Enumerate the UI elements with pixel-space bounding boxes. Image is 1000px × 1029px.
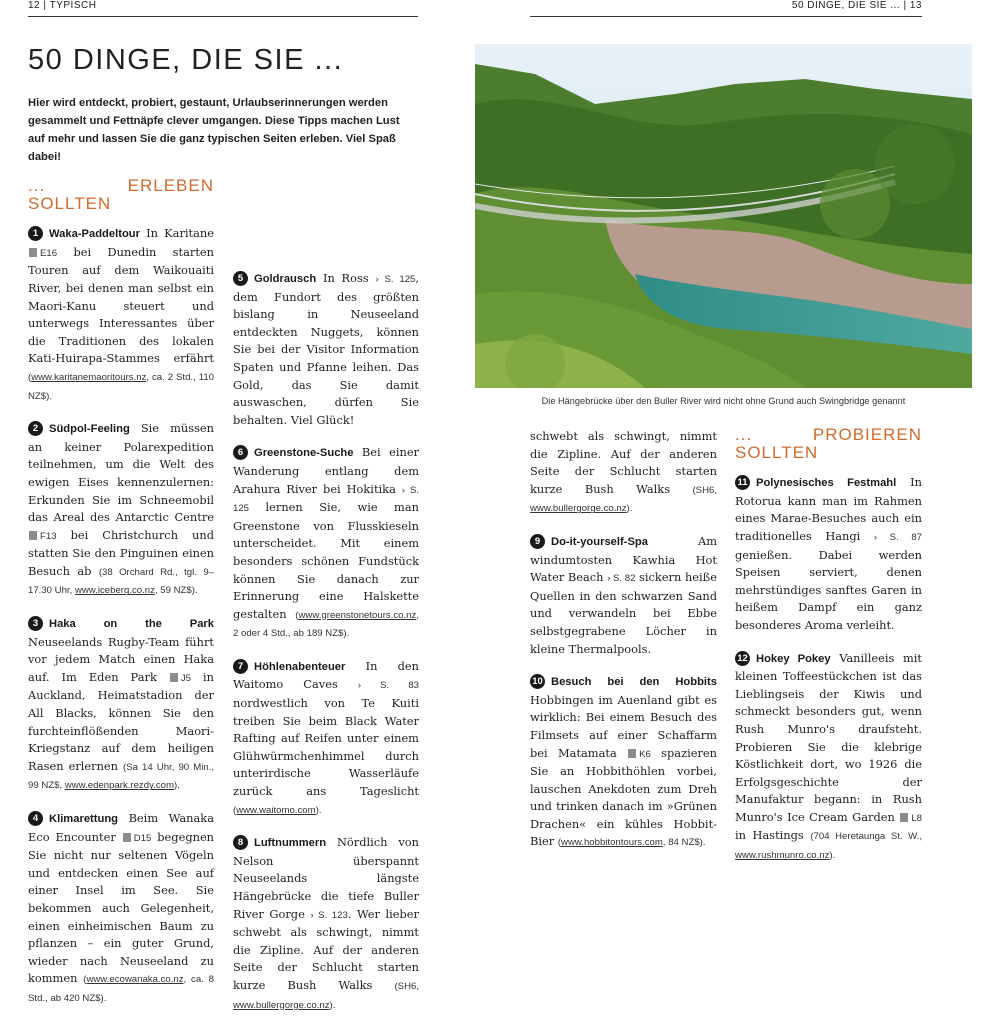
swingbridge-photo xyxy=(475,44,972,388)
item-text: genießen. Dabei werden Speisen serviert, denen mehrstündiges sanftes Garen in heißem Dampf ein ganz besonderes Aroma verleiht. xyxy=(735,547,922,632)
item-text: , dem Fundort des größten bislang in Neuseeland entdeckten Nuggets, können Sie bei der Visitor Information Spaten und Pfanne leihen. Das Gold, das Sie damit auswaschen, dürfen Sie behalten. Viel Glück! xyxy=(233,271,419,427)
item-text: In Rotorua kann man im Rahmen eines Marae-Besuches auch ein traditionelles Hangi xyxy=(735,475,922,543)
item-title: Greenstone-Suche xyxy=(254,447,354,460)
item-text: Beim Wanaka Eco Encounter xyxy=(28,811,214,844)
column-3 xyxy=(530,428,717,867)
item-number-badge: 2 xyxy=(28,421,43,436)
item-text: bei Christchurch und statten Sie den Pinguinen einen Besuch ab xyxy=(28,527,214,578)
column-2 xyxy=(233,270,419,1029)
item-info: ). xyxy=(626,503,633,515)
list-item xyxy=(233,834,419,1014)
item-number-badge: 8 xyxy=(233,835,248,850)
item-link[interactable]: www.bullergorge.co.nz xyxy=(233,999,330,1011)
item-number-badge: 1 xyxy=(28,226,43,241)
map-icon xyxy=(900,813,908,822)
item-number-badge: 4 xyxy=(28,811,43,826)
item-link[interactable]: www.iceberg.co.nz xyxy=(74,585,155,597)
item-title: Höhlenabenteuer xyxy=(254,660,346,673)
item-text: Vanilleeis mit kleinen Toffeestückchen ist das Lieblingseis der Kiwis und schmeckt besonders gut, wenn Rush Munro's draufsteht. Probieren Sie die klebrige Köstlichkeit dort, wo 1926 die Erfolgsgeschichte der Manufaktur begann: in Rush Munro's Ice Cream Garden xyxy=(735,650,922,824)
page-reference: › S. 83 xyxy=(357,680,419,692)
photo-caption: Die Hängebrücke über den Buller River wird nicht ohne Grund auch Swingbridge genannt xyxy=(541,396,906,406)
section-heading-probieren: ... PROBIEREN SOLLTEN xyxy=(735,425,922,462)
item-title: Haka on the Park xyxy=(49,618,214,631)
list-item: 6 Greenstone-Suche Bei einer Wanderung entlang dem Arahura River bei Hokitika › S. 125 lernen Sie, wie man Greenstone von Flusskieseln unterscheidet. Mit einem besonders schönen Fundstück können Sie danach zur Erinnerung eine Halskette gestalten (www.greenstonetours.co.nz, 2 oder 4 Std., ab 189 NZ$). xyxy=(233,445,420,640)
item-link[interactable]: www.karitanemaoritours.nz xyxy=(31,371,147,383)
item-text: sickern heiße Quellen in den schwarzen Sand und verwandeln bei Ebbe selbstgegrabene Löcher in kleine Thermalpools. xyxy=(530,570,718,656)
item-title: Do-it-yourself-Spa xyxy=(551,535,648,548)
list-item xyxy=(233,270,419,429)
page-title: 50 DINGE, DIE SIE ... xyxy=(28,44,344,76)
page-reference: › S. 125 xyxy=(375,274,416,285)
item-text: begegnen Sie nicht nur seltenen Vögeln und entdecken einen See auf einer Insel im See. Sie bekommen auch Gelegenheit, einen einheimischen Baum zu pflanzen – ein guter Grund, wieder nach Neuseeland zu kommen xyxy=(28,829,215,986)
item-text: In Karitane xyxy=(146,226,215,241)
map-reference: F13 xyxy=(40,530,57,542)
map-reference: K6 xyxy=(639,748,651,760)
item-text: in Auckland, Heimatstadion der All Blacks, können Sie den furchteinflößenden Maori-Kriegstanz auf dem heiligen Rasen erlernen xyxy=(28,669,215,773)
item-info: (SH6, xyxy=(692,484,717,496)
item-number-badge: 10 xyxy=(530,674,545,689)
item-info: (704 Heretaunga St. W., xyxy=(810,831,922,843)
page-reference: › S. 87 xyxy=(873,531,922,543)
item-text: nordwestlich von Te Kuiti treiben Sie beim Black Water Rafting auf Reifen unter einem Glühwürmchenhimmel durch unterirdische Wasserläufe zurück ans Tageslicht xyxy=(233,696,419,799)
list-item xyxy=(28,615,214,795)
section-heading-erleben: ... ERLEBEN SOLLTEN xyxy=(28,176,214,213)
item-link[interactable]: www.edenpark.rezdy.com xyxy=(64,780,174,792)
item-text: Nördlich von Nelson überspannt Neuseelands längste Hängebrücke die tiefe Buller River Gorge xyxy=(233,835,419,921)
item-text: Bei einer Wanderung entlang dem Arahura River bei Hokitika xyxy=(233,445,420,496)
map-icon xyxy=(29,531,37,540)
item-info: 59 NZ$). xyxy=(160,585,198,597)
list-item: 1 Waka-Paddeltour In Karitane E16 bei Dunedin starten Touren auf dem Waikouaiti River, bei denen man selbst ein Maori-Kanu steuert und unterwegs Interessantes über die Traditionen des lokalen Kati-Huirapa-Stammes erfährt (www.karitanemaoritours.nz, ca. 2 Std., 110 NZ$). xyxy=(28,226,215,402)
item-link[interactable]: www.ecowanaka.co.nz xyxy=(86,974,184,986)
item-number-badge: 12 xyxy=(735,651,750,666)
item-link[interactable]: www.waitomo.com xyxy=(236,804,316,816)
map-icon xyxy=(29,248,37,257)
list-item: 10 Besuch bei den Hobbits Hobbingen im Auenland gibt es wirklich: Bei einem Besuch des Filmsets auf einer Schaffarm bei Matamata K6 spazieren Sie an Hobbithöhlen vorbei, lauschen Anekdoten zum Dreh und trinken danach im »Grünen Drachen« ein kühles Hobbit-Bier (www.hobbitontours.com, 84 NZ$). xyxy=(530,676,717,849)
list-item-continued xyxy=(530,428,717,518)
item-number-badge: 5 xyxy=(233,271,248,286)
item-link[interactable]: www.bullergorge.co.nz xyxy=(530,503,627,515)
item-title: Besuch bei den Hobbits xyxy=(551,676,717,689)
item-text: Sie müssen an keiner Polarexpedition teilnehmen, um die Welt des ewigen Eises kennenzulernen: Erkunden Sie im Schneemobil das Areal des Antarctic Centre xyxy=(28,421,215,525)
item-title: Waka-Paddeltour xyxy=(49,228,140,241)
map-reference: E16 xyxy=(40,247,58,259)
item-info: , 2 oder 4 Std., ab 189 NZ$). xyxy=(233,609,419,640)
item-title: Goldrausch xyxy=(254,273,317,285)
item-text: schwebt als schwingt, nimmt die Zipline. Auf der anderen Seite der Schlucht starten kurze Bush Walks xyxy=(530,429,717,496)
item-title: Polynesisches Festmahl xyxy=(756,477,897,490)
item-number-badge: 6 xyxy=(233,445,248,460)
map-icon xyxy=(123,833,131,842)
intro-text: Hier wird entdeckt, probiert, gestaunt, Urlaubserinnerungen werden gesammelt und Fettnäpfe clever umgangen. Diese Tipps machen Lust auf mehr und lassen Sie die ganz typischen Seiten erleben. Viel Spaß dabei! xyxy=(28,97,400,163)
item-text: spazieren Sie an Hobbithöhlen vorbei, lauschen Anekdoten zum Dreh und trinken danach im »Grünen Drachen« ein kühles Hobbit-Bier xyxy=(530,745,717,849)
item-title: Luftnummern xyxy=(254,837,327,850)
map-icon xyxy=(628,749,636,758)
item-text: In den Waitomo Caves xyxy=(233,658,419,692)
item-info: ). xyxy=(829,850,836,862)
item-link[interactable]: www.greenstonetours.co.nz xyxy=(298,609,417,621)
item-title: Südpol-Feeling xyxy=(49,423,130,436)
item-link[interactable]: www.rushmunro.co.nz xyxy=(735,850,830,862)
item-title: Klimarettung xyxy=(49,813,118,825)
item-text: in Hastings xyxy=(735,828,804,843)
item-info: ). xyxy=(329,999,336,1011)
item-number-badge: 7 xyxy=(233,659,248,674)
column-4 xyxy=(735,426,922,880)
item-text: bei Dunedin starten Touren auf dem Waikouaiti River, bei denen man selbst ein Maori-Kanu steuert und unterwegs Interessantes über die Traditionen des lokalen Kati-Huirapa-Stammes erfährt xyxy=(28,244,214,366)
map-reference: D15 xyxy=(133,832,152,844)
item-text: In Ross xyxy=(322,271,369,285)
list-item: 2 Südpol-Feeling Sie müssen an keiner Polarexpedition teilnehmen, um die Welt des ewigen Eises kennenzulernen: Erkunden Sie im Schneemobil das Areal des Antarctic Centre F13 bei Christchurch und statten Sie den Pinguinen einen Besuch ab (38 Orchard Rd., tgl. 9–17.30 Uhr, www.iceberg.co.nz, 59 NZ$). xyxy=(28,421,215,597)
item-info: (SH6, xyxy=(394,980,419,992)
item-info: ca. 2 Std., 110 NZ$). xyxy=(28,371,214,402)
page-header-left: 12 | TYPISCH xyxy=(28,0,418,17)
item-info: (Sa 14 Uhr, 90 Min., 99 NZ$, xyxy=(28,761,214,792)
map-icon xyxy=(170,673,178,682)
item-text: Neuseelands Rugby-Team führt vor jedem Match einen Haka auf. Im Eden Park xyxy=(28,634,214,684)
page-reference: › S. 125 xyxy=(233,484,420,515)
map-reference: J5 xyxy=(180,672,192,684)
page-header-right: 50 DINGE, DIE SIE ... | 13 xyxy=(530,0,922,17)
item-number-badge: 11 xyxy=(735,475,750,490)
item-number-badge: 9 xyxy=(530,534,545,549)
list-item xyxy=(530,533,717,658)
item-text: lernen Sie, wie man Greenstone von Flusskieseln unterscheidet. Mit einem besonders schönen Fundstück können Sie danach zur Erinnerung eine Halskette gestalten xyxy=(233,500,419,621)
list-item xyxy=(735,650,922,865)
landscape-illustration xyxy=(475,44,972,388)
column-1 xyxy=(28,177,214,1023)
item-info: ). xyxy=(173,780,180,792)
item-title: Hokey Pokey xyxy=(756,652,831,665)
item-info: , 84 NZ$). xyxy=(662,837,706,849)
page-reference: › S. 123 xyxy=(310,909,348,921)
item-text: Am windumtosten Kawhia Hot Water Beach xyxy=(530,533,717,585)
item-text: . Wer lieber schwebt als schwingt, nimmt die Zipline. Auf der anderen Seite der Schlucht starten kurze Bush Walks xyxy=(233,906,419,992)
list-item: 7 Höhlenabenteuer In den Waitomo Caves › S. 83 nordwestlich von Te Kuiti treiben Sie beim Black Water Rafting auf Reifen unter einem Glühwürmchenhimmel durch unterirdische Wasserläufe zurück ans Tageslicht (www.waitomo.com). xyxy=(233,658,419,816)
list-item: 4 Klimarettung Beim Wanaka Eco Encounter D15 begegnen Sie nicht nur seltenen Vögeln und entdecken einen See auf einer Insel im See. Sie bekommen auch Gelegenheit, einen einheimischen Baum zu pflanzen – ein guter Grund, wieder nach Neuseeland zu kommen (www.ecowanaka.co.nz, ca. 8 Std., ab 420 NZ$). xyxy=(28,811,215,1004)
page-reference: › S. 82 xyxy=(607,573,636,585)
item-link[interactable]: www.hobbitontours.com xyxy=(561,837,663,849)
list-item xyxy=(735,474,922,634)
item-info: , ca. 8 Std., ab 420 NZ$). xyxy=(28,974,214,1004)
item-text: Hobbingen im Auenland gibt es wirklich: Bei einem Besuch des Filmsets auf einer Schaffarm bei Matamata xyxy=(530,692,717,760)
item-info: ). xyxy=(315,804,322,816)
map-reference: L8 xyxy=(911,812,923,824)
item-info: (38 Orchard Rd., tgl. 9–17.30 Uhr, xyxy=(28,566,214,597)
item-number-badge: 3 xyxy=(28,616,43,631)
